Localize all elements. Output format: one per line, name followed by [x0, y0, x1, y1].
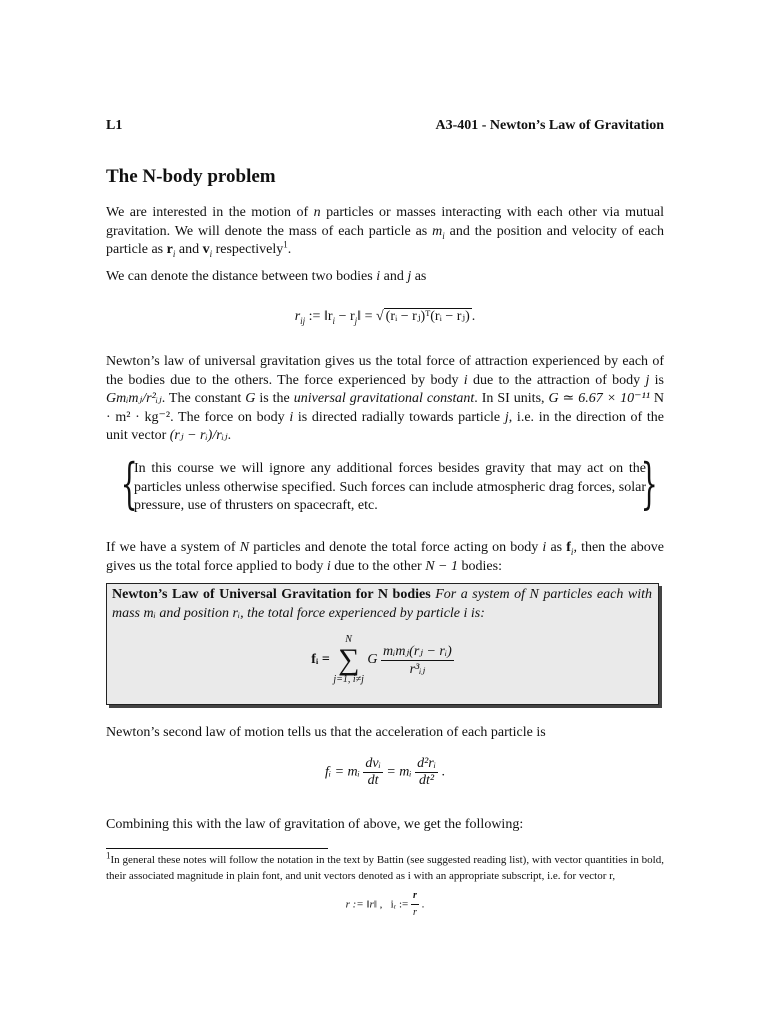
- footnote-equation: r := ‖r‖ , iᵣ := $\frac{r}{r}$ .: [345, 890, 425, 918]
- law-body: For a system of N particles each with mass mᵢ and position rᵢ, the total force experienced by particle i is:: [112, 587, 652, 621]
- law-heading: Newton’s Law of Universal Gravitation for N bodies: [112, 587, 431, 602]
- right-brace-icon: }: [640, 452, 658, 515]
- paragraph-combining: Combining this with the law of gravitation of above, we get the following:: [106, 817, 524, 832]
- paragraph-gravitation: Newton’s law of universal gravitation gives us the total force of attraction experienced by each of the bodies due to the others. The force experienced by body i due to the attraction of body j is Gmᵢmⱼ/r²ᵢⱼ. The constant G is the universal gravitational constant. In SI units, G ≃ 6.67 × 10⁻¹¹ N · m² · kg⁻². The force on body i is directed radially towards particle j, i.e. in the direction of the unit vector (rⱼ − rᵢ)/rᵢⱼ.: [106, 354, 665, 443]
- left-brace-icon: {: [120, 452, 138, 515]
- footnote-marker: 1: [283, 239, 288, 250]
- page-header: [106, 118, 664, 134]
- footnote-rule: [106, 848, 328, 849]
- section-title: The N-body problem: [106, 166, 276, 187]
- equation-second-law: fᵢ = mᵢ $\frac{\text{dvᵢ}}{dt}$ = mᵢ $\frac{\text{d²rᵢ}}{\text{dt²}}$ .: [325, 756, 445, 788]
- law-box: [106, 583, 659, 705]
- law-equation: fᵢ = N ∑ j=1, i≠j G $\frac{\text{mᵢmⱼ(rⱼ − rᵢ)}}{\text{r³ᵢⱼ}}$: [311, 634, 452, 685]
- paragraph-intro: We are interested in the motion of n particles or masses interacting with each other via mutual gravitation. We will denote the mass of each particle as $m_i$ and the position and velocity of each particle as $r_i$ and $v_i$ respectively$^1$.: [106, 205, 664, 259]
- equation-distance: $r_{ij}$ := $‖r_i$ − $r_j‖$ = √ (rᵢ − rⱼ)ᵀ(rᵢ − rⱼ) .: [294, 309, 476, 326]
- paragraph-second-law: Newton’s second law of motion tells us that the acceleration of each particle is: [106, 725, 546, 740]
- lecture-number: L1: [106, 118, 123, 133]
- paragraph-system: If we have a system of N particles and denote the total force acting on body i as $f_i$, then the above gives us the total force applied to body i due to the other N − 1 bodies:: [106, 540, 665, 574]
- law-statement: [112, 586, 652, 623]
- remark-note: [118, 452, 658, 516]
- sum-symbol: N ∑ j=1, i≠j: [333, 634, 364, 685]
- paragraph-distance: We can denote the distance between two bodies i and j as: [106, 269, 427, 284]
- footnote: $^1$In general these notes will follow the notation in the text by Battin (see suggested reading list), with vector quantities in bold, their associated magnitude in plain font, and unit vectors denoted as i with an appropriate subscript, i.e. for vector r, r := ‖r‖ , iᵣ := $\frac{r}{r}$ .: [106, 852, 664, 921]
- course-title: A3-401 - Newton’s Law of Gravitation: [435, 118, 664, 133]
- remark-text: In this course we will ignore any additional forces besides gravity that may act on the particles unless otherwise specified. Such forces can include atmospheric drag forces, solar pressure, use of thrusters on spacecraft, etc.: [134, 461, 646, 513]
- law-fraction: $\frac{\text{mᵢmⱼ(rⱼ − rᵢ)}}{\text{r³ᵢⱼ}}$: [383, 643, 452, 677]
